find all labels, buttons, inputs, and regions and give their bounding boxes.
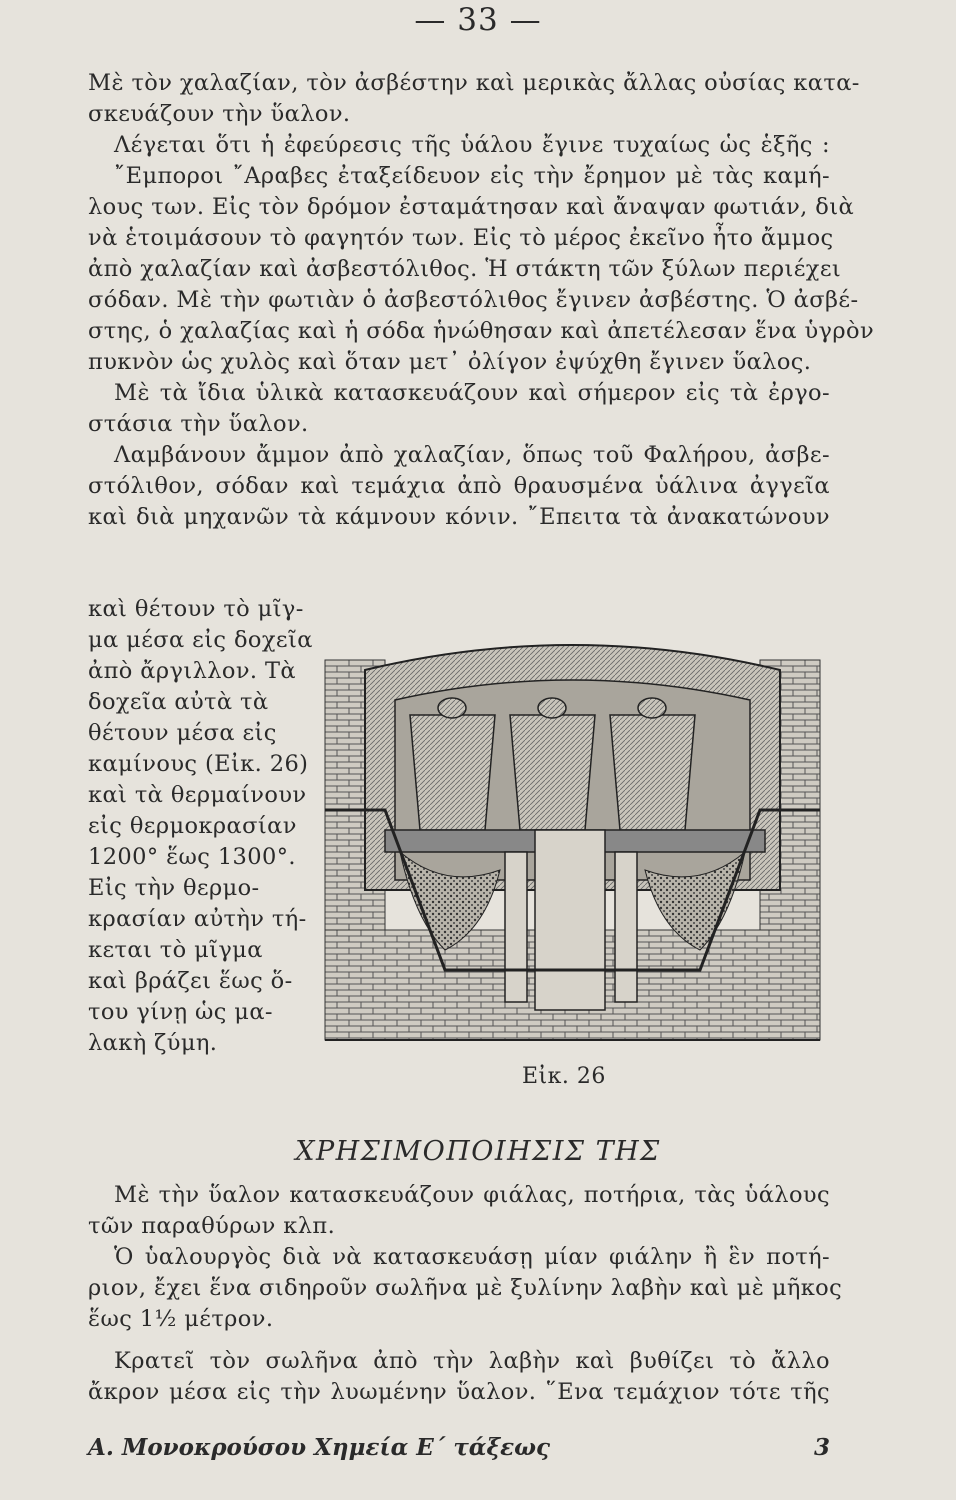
text-line: στόλιθον, σόδαν καὶ τεμάχια ἀπὸ θραυσμένα ὑάλινα ἀγγεῖα — [88, 473, 830, 499]
text-line: λακὴ ζύμη. — [88, 1030, 218, 1056]
text-line: νὰ ἑτοιμάσουν τὸ φαγητόν των. Εἰς τὸ μέρος ἐκεῖνο ἦτο ἄμμος — [88, 225, 834, 251]
signature-mark: 3 — [813, 1434, 830, 1461]
text-line: Μὲ τὴν ὕαλον κατασκευάζουν φιάλας, ποτήρια, τὰς ὑάλους — [114, 1182, 830, 1208]
page-number: — 33 — — [414, 2, 542, 38]
footer-book-title: Α. Μονοκρούσου Χημεία Ε΄ τάξεως — [88, 1434, 550, 1461]
figure-caption: Εἰκ. 26 — [522, 1064, 606, 1089]
text-line: Μὲ τὰ ἴδια ὑλικὰ κατασκευάζουν καὶ σήμερον εἰς τὰ ἐργο- — [114, 380, 830, 406]
text-line: καμίνους (Εἰκ. 26) — [88, 751, 309, 777]
text-line: στάσια τὴν ὕαλον. — [88, 411, 309, 437]
text-line: Εἰς τὴν θερμο- — [88, 875, 260, 901]
text-line: ἀπὸ χαλαζίαν καὶ ἀσβεστόλιθος. Ἡ στάκτη τῶν ξύλων περιέχει — [88, 256, 842, 282]
text-line: καὶ τὰ θερμαίνουν — [88, 782, 307, 808]
text-line: δοχεῖα αὐτὰ τὰ — [88, 689, 269, 715]
text-line: Κρατεῖ τὸν σωλῆνα ἀπὸ τὴν λαβὴν καὶ βυθίζει τὸ ἄλλο — [114, 1348, 830, 1374]
text-line: καὶ διὰ μηχανῶν τὰ κάμνουν κόνιν. ῎Επειτα τὰ ἀνακατώνουν — [88, 504, 830, 530]
text-line: Λαμβάνουν ἄμμον ἀπὸ χαλαζίαν, ὅπως τοῦ Φαλήρου, ἀσβε- — [114, 442, 830, 468]
text-line: Μὲ τὸν χαλαζίαν, τὸν ἀσβέστην καὶ μερικὰς ἄλλας οὐσίας κατα- — [88, 70, 860, 96]
text-line: Λέγεται ὅτι ἡ ἐφεύρεσις τῆς ὑάλου ἔγινε τυχαίως ὡς ἑξῆς : — [114, 132, 830, 158]
text-line: σκευάζουν τὴν ὕαλον. — [88, 101, 351, 127]
text-line: μα μέσα εἰς δοχεῖα — [88, 627, 313, 653]
text-line: κρασίαν αὐτὴν τή- — [88, 906, 307, 932]
text-line: Ὁ ὑαλουργὸς διὰ νὰ κατασκευάσῃ μίαν φιάλην ἢ ἓν ποτή- — [114, 1244, 830, 1270]
text-line: εἰς θερμοκρασίαν — [88, 813, 297, 839]
text-line: κεται τὸ μῖγμα — [88, 937, 263, 963]
text-line: του γίνῃ ὡς μα- — [88, 999, 273, 1025]
text-line: καὶ θέτουν τὸ μῖγ- — [88, 596, 304, 622]
text-line: τῶν παραθύρων κλπ. — [88, 1213, 336, 1239]
text-line: 1200° ἕως 1300°. — [88, 844, 296, 870]
text-line: σόδαν. Μὲ τὴν φωτιὰν ὁ ἀσβεστόλιθος ἔγινεν ἀσβέστης. Ὁ ἀσβέ- — [88, 287, 859, 313]
text-line: πυκνὸν ὡς χυλὸς καὶ ὅταν μετ᾽ ὀλίγον ἐψύχθη ἔγινεν ὕαλος. — [88, 349, 812, 375]
text-line: στης, ὁ χαλαζίας καὶ ἡ σόδα ἡνώθησαν καὶ ἀπετέλεσαν ἕνα ὑγρὸν — [88, 318, 875, 344]
page-footer — [88, 1434, 830, 1461]
text-line: ἕως 1½ μέτρον. — [88, 1306, 274, 1332]
text-line: ριον, ἔχει ἕνα σιδηροῦν σωλῆνα μὲ ξυλίνην λαβὴν καὶ μὲ μῆκος — [88, 1275, 843, 1301]
text-line: καὶ βράζει ἕως ὅ- — [88, 968, 293, 994]
text-line: ῎Εμποροι ῎Αραβες ἐταξείδευον εἰς τὴν ἔρημον μὲ τὰς καμή- — [114, 163, 830, 189]
text-line: ἀπὸ ἄργιλλον. Τὰ — [88, 658, 297, 684]
section-heading: ΧΡΗΣΙΜΟΠΟΙΗΣΙΣ ΤΗΣ — [295, 1136, 661, 1167]
text-line: θέτουν μέσα εἰς — [88, 720, 277, 746]
text-line: ἄκρον μέσα εἰς τὴν λυωμένην ὕαλον. ῞Ενα τεμάχιον τότε τῆς — [88, 1379, 830, 1405]
text-line: λους των. Εἰς τὸν δρόμον ἐσταμάτησαν καὶ ἄναψαν φωτιάν, διὰ — [88, 194, 855, 220]
furnace-illustration — [305, 630, 840, 1055]
